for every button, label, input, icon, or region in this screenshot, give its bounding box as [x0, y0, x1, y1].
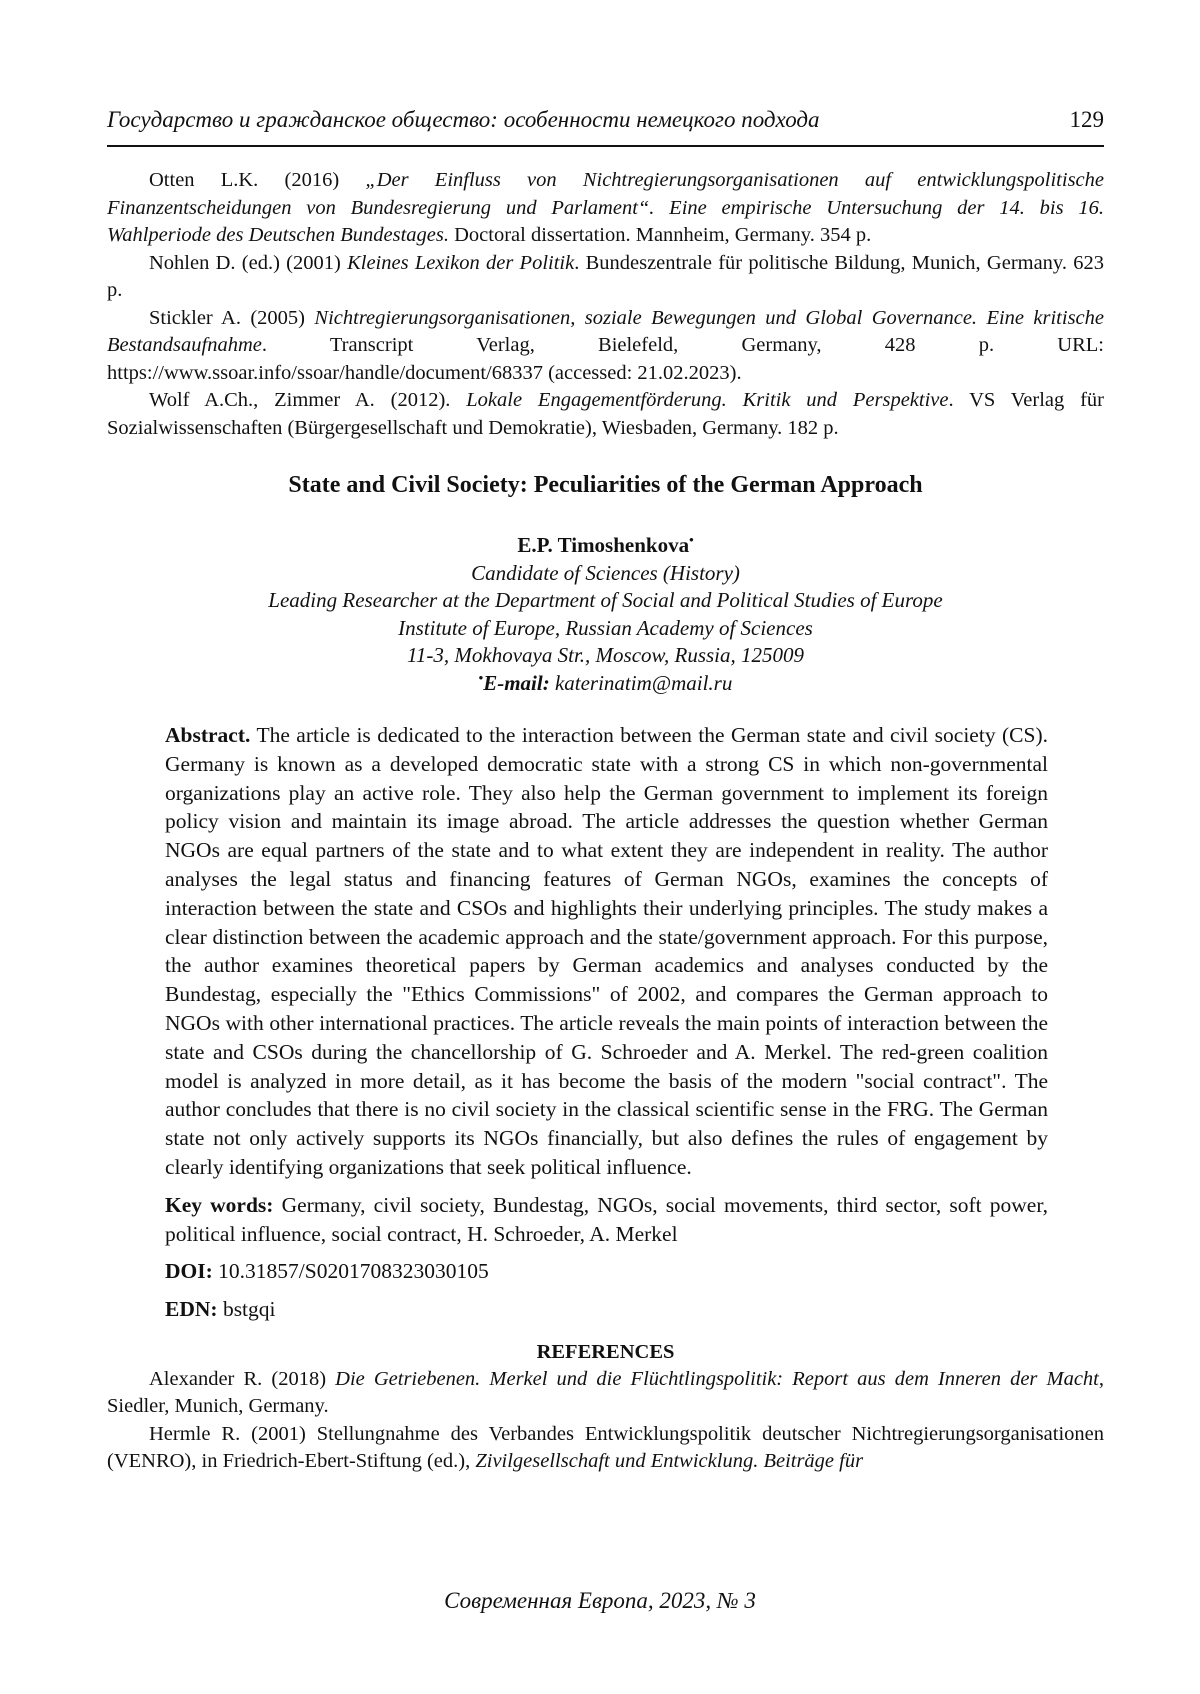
running-header — [107, 105, 1104, 147]
journal-footer: Современная Европа, 2023, № 3 — [444, 1588, 756, 1613]
page-content — [107, 167, 1104, 1476]
doi: DOI: 10.31857/S0201708323030105 — [165, 1259, 489, 1284]
running-title: Государство и гражданское общество: особенности немецкого подхода — [107, 107, 820, 132]
reference-entry: Alexander R. (2018) Die Getriebenen. Merkel und die Flüchtlingspolitik: Report aus dem Inneren der Macht, Siedler, Munich, Germany. — [107, 1367, 1104, 1418]
author-block — [107, 532, 1104, 697]
author-address: 11-3, Mokhovaya Str., Moscow, Russia, 125009 — [406, 643, 804, 667]
page-number: 129 — [1069, 107, 1104, 132]
email-link[interactable]: katerinatim@mail.ru — [554, 670, 733, 695]
keywords: Key words: Germany, civil society, Bundestag, NGOs, social movements, third sector, soft power, political influence, social contract, H. Schroeder, A. Merkel — [165, 1192, 1048, 1246]
abstract: Abstract. The article is dedicated to the interaction between the German state and civil society (CS). Germany is known as a developed democratic state with a strong CS in which non-governmental organizations play an active role. They also help the German government to implement its foreign policy vision and maintain its image abroad. The article addresses the question whether German NGOs are equal partners of the state and to what extent they are independent in reality. The author analyses the legal status and financing features of German NGOs, examines the concepts of interaction between the state and CSOs and highlights their underlying principles. The study makes a clear distinction between the academic approach and the state/government approach. For this purpose, the author examines theoretical papers by German academics and analyses conducted by the Bundestag, especially the "Ethics Commissions" of 2002, and compares the German approach to NGOs with other international practices. The article reveals the main points of interaction between the state and CSOs during the chancellorship of G. Schroeder and A. Merkel. The red-green coalition model is analyzed in more detail, as it has become the basis of the modern "social contract". The author concludes that there is no civil society in the classical scientific sense in the FRG. The German state not only actively supports its NGOs financially, but also defines the rules of engagement by clearly identifying organizations that seek political influence. — [165, 723, 1048, 1179]
references-list — [107, 1366, 1104, 1476]
author-name: E.P. Timoshenkova• — [517, 532, 694, 557]
reference-entry: Wolf A.Ch., Zimmer A. (2012). Lokale Engagementförderung. Kritik und Perspektive. VS Verlag für Sozialwissenschaften (Bürgergesellschaft und Demokratie), Wiesbaden, Germany. 182 p. — [107, 389, 1105, 439]
reference-entry: Nohlen D. (ed.) (2001) Kleines Lexikon der Politik. Bundeszentrale für politische Bildung, Munich, Germany. 623 p. — [107, 251, 1104, 301]
author-institution: Institute of Europe, Russian Academy of Sciences — [398, 615, 813, 640]
previous-references — [107, 167, 1104, 442]
reference-entry: Otten L.K. (2016) „Der Einfluss von Nichtregierungsorganisationen auf entwicklungspolitische Finanzentscheidungen von Bundesregierung und Parlament“. Eine empirische Untersuchung der 14. bis 16. Wahlperiode des Deutschen Bundestages. Doctoral dissertation. Mannheim, Germany. 354 p. — [107, 169, 1104, 246]
edn: EDN: bstgqi — [165, 1297, 276, 1322]
abstract-block — [165, 721, 1048, 1324]
author-degree: Candidate of Sciences (History) — [471, 560, 740, 585]
article-title: State and Civil Society: Peculiarities of the German Approach — [288, 472, 923, 498]
reference-entry: Hermle R. (2001) Stellungnahme des Verbandes Entwicklungspolitik deutscher Nichtregierungsorganisationen (VENRO), in Friedrich-Ebert-Stiftung (ed.), Zivilgesellschaft und Entwicklung. Beiträge für — [107, 1422, 1104, 1473]
references-heading: REFERENCES — [536, 1340, 675, 1363]
author-position: Leading Researcher at the Department of Social and Political Studies of Europe — [268, 588, 943, 612]
author-email: •E-mail: katerinatim@mail.ru — [478, 669, 733, 695]
reference-entry: Stickler A. (2005) Nichtregierungsorganisationen, soziale Bewegungen und Global Governance. Eine kritische Bestandsaufnahme. Transcript Verlag, Bielefeld, Germany, 428 p. URL: https://www.ssoar.info/ssoar/handle/document/68337 (accessed: 21.02.2023). — [107, 306, 1104, 384]
